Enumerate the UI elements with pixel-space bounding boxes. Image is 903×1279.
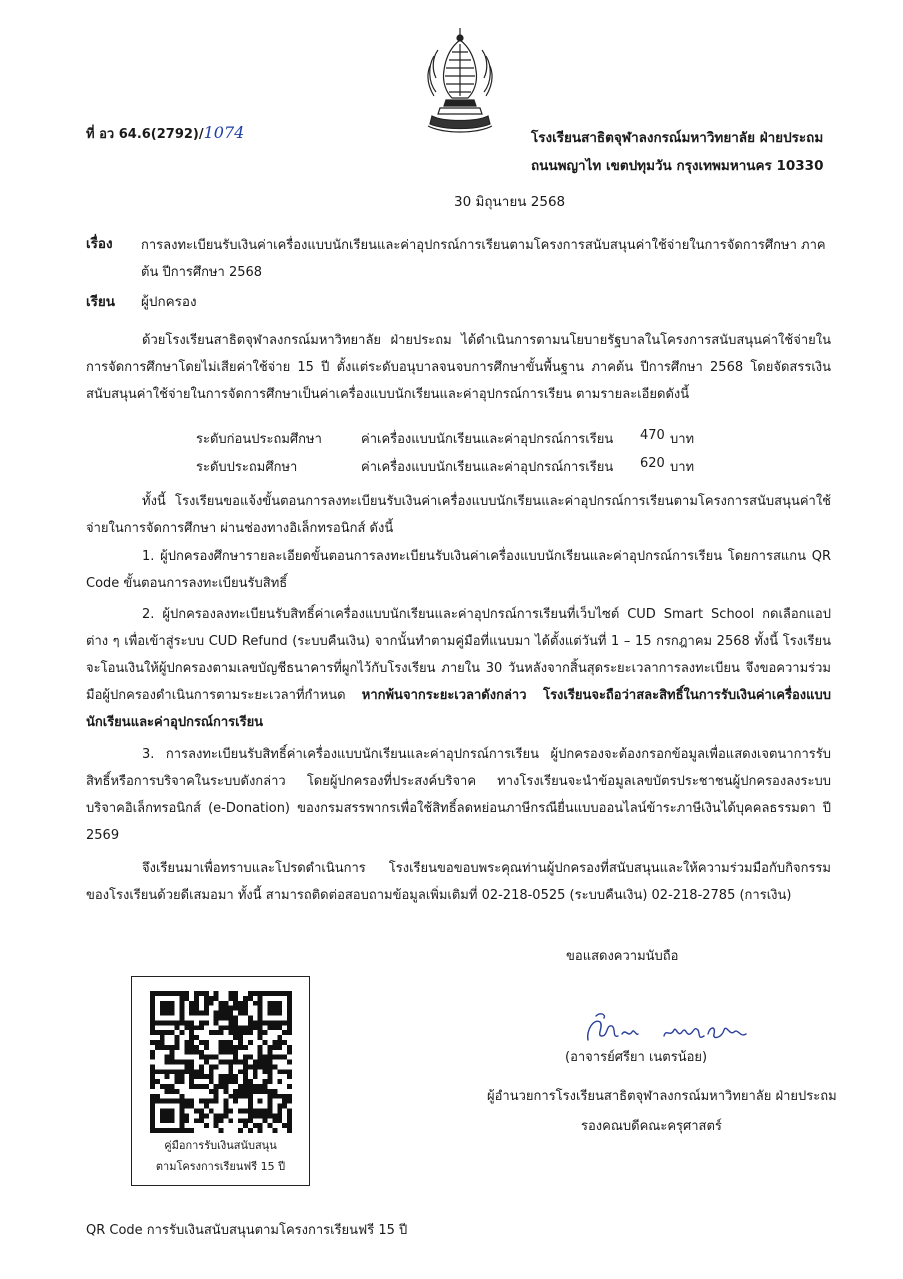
paragraph-step-1: 1. ผู้ปกครองศึกษารายละเอียดขั้นตอนการลงทะเบียนรับเงินค่าเครื่องแบบนักเรียนและค่าอุปกรณ์การเรียน โดยการสแกน QR Code ขั้นตอนการลงทะเบียนรับสิทธิ์: [86, 549, 831, 591]
subject-text: การลงทะเบียนรับเงินค่าเครื่องแบบนักเรียนและค่าอุปกรณ์การเรียนตามโครงการสนับสนุนค่าใช้จ่ายในการจัดการศึกษา ภาคต้น ปีการศึกษา 2568: [141, 238, 826, 280]
allowance-unit: บาท: [670, 432, 695, 447]
signatory-position: ผู้อำนวยการโรงเรียนสาธิตจุฬาลงกรณ์มหาวิทยาลัย ฝ่ายประถม: [487, 1089, 837, 1104]
qr-code-image[interactable]: [150, 991, 292, 1133]
document-number-label: ที่ อว 64.6(2792)/: [86, 127, 204, 142]
qr-caption-line2: ตามโครงการเรียนฟรี 15 ปี: [155, 1160, 286, 1173]
document-number: [86, 123, 244, 144]
step-2-text: 2. ผู้ปกครองลงทะเบียนรับสิทธิ์ค่าเครื่องแบบนักเรียนและค่าอุปกรณ์การเรียนที่เว็บไซต์ CUD Smart School กดเลือกแอปต่าง ๆ เพื่อเข้าสู่ระบบ CUD Refund (ระบบคืนเงิน) จากนั้นทำตามคู่มือที่แนบมา ได้ตั้งแต่วันที่ 1 – 15 กรกฎาคม 2568 ทั้งนี้ โรงเรียนจะโอนเงินให้ผู้ปกครองตามเลขบัญชีธนาคารที่ผูกไว้กับโรงเรียน ภายใน 30 วันหลังจากสิ้นสุดระยะเวลาการลงทะเบียน จึงขอความร่วมมือผู้ปกครองดำเนินการตามระยะเวลาที่กำหนด: [86, 607, 831, 703]
paragraph-closing: จึงเรียนมาเพื่อทราบและโปรดดำเนินการ โรงเรียนขอขอบพระคุณท่านผู้ปกครองที่สนับสนุนและให้ความร่วมมือกับกิจกรรมของโรงเรียนด้วยดีเสมอมา ทั้งนี้ สามารถติดต่อสอบถามข้อมูลเพิ่มเติมที่ 02-218-0525 (ระบบคืนเงิน) 02-218-2785 (การเงิน): [86, 861, 831, 903]
signatory-name: (อาจารย์ศรียา เนตรน้อย): [565, 1050, 708, 1065]
subject-label: เรื่อง: [86, 236, 113, 252]
allowance-amount: 620: [640, 456, 665, 471]
allowance-level: ระดับประถมศึกษา: [196, 460, 298, 475]
recipient-label: เรียน: [86, 294, 116, 310]
paragraph-intro: ด้วยโรงเรียนสาธิตจุฬาลงกรณ์มหาวิทยาลัย ฝ่ายประถม ได้ดำเนินการตามนโยบายรัฐบาลในโครงการสนับสนุนค่าใช้จ่ายในการจัดการศึกษาโดยไม่เสียค่าใช้จ่าย 15 ปี ตั้งแต่ระดับอนุบาลจนจบการศึกษาขั้นพื้นฐาน ภาคต้น ปีการศึกษา 2568 โดยจัดสรรเงินสนับสนุนค่าใช้จ่ายในการจัดการศึกษาเป็นค่าเครื่องแบบนักเรียนและค่าอุปกรณ์การเรียน ตามรายละเอียดดังนี้: [86, 333, 831, 402]
allowance-amount: 470: [640, 428, 665, 443]
paragraph-step-2: [86, 601, 831, 736]
allowance-item: ค่าเครื่องแบบนักเรียนและค่าอุปกรณ์การเรียน: [361, 460, 614, 475]
footer-note: QR Code การรับเงินสนับสนุนตามโครงการเรียนฟรี 15 ปี: [86, 1223, 408, 1238]
allowance-item: ค่าเครื่องแบบนักเรียนและค่าอุปกรณ์การเรียน: [361, 432, 614, 447]
organization-address: [531, 124, 823, 180]
org-address: ถนนพญาไท เขตปทุมวัน กรุงเทพมหานคร 10330: [531, 158, 824, 174]
signatory-position-2: รองคณบดีคณะครุศาสตร์: [581, 1119, 722, 1134]
org-name: โรงเรียนสาธิตจุฬาลงกรณ์มหาวิทยาลัย ฝ่ายประถม: [531, 130, 824, 146]
step-2-warning: หากพ้นจากระยะเวลาดังกล่าว โรงเรียนจะถือว่าสละสิทธิ์ในการรับเงินค่าเครื่องแบบนักเรียนและค่าอุปกรณ์การเรียน: [86, 688, 831, 730]
paragraph-steps-intro: ทั้งนี้ โรงเรียนขอแจ้งขั้นตอนการลงทะเบียนรับเงินค่าเครื่องแบบนักเรียนและค่าอุปกรณ์การเรียนตามโครงการสนับสนุนค่าใช้จ่ายในการจัดการศึกษา ผ่านช่องทางอิเล็กทรอนิกส์ ดังนี้: [86, 494, 831, 536]
allowance-level: ระดับก่อนประถมศึกษา: [196, 432, 322, 447]
allowance-unit: บาท: [670, 460, 695, 475]
document-number-handwritten: 1074: [203, 123, 245, 142]
letter-date: 30 มิถุนายน 2568: [454, 194, 566, 210]
handwritten-signature: [582, 1010, 762, 1050]
recipient-text: ผู้ปกครอง: [141, 294, 197, 310]
chula-crest-logo: [424, 26, 496, 138]
closing-phrase: ขอแสดงความนับถือ: [566, 949, 679, 964]
paragraph-step-3: 3. การลงทะเบียนรับสิทธิ์ค่าเครื่องแบบนักเรียนและค่าอุปกรณ์การเรียน ผู้ปกครองจะต้องกรอกข้อมูลเพื่อแสดงเจตนาการรับสิทธิ์หรือการบริจาคในระบบดังกล่าว โดยผู้ปกครองที่ประสงค์บริจาค ทางโรงเรียนจะนำข้อมูลเลขบัตรประชาชนผู้ปกครองลงระบบบริจาคอิเล็กทรอนิกส์ (e-Donation) ของกรมสรรพากรเพื่อใช้สิทธิ์ลดหย่อนภาษีกรณียื่นแบบออนไลน์ข้าระภาษีเงินได้บุคคลธรรมดา ปี 2569: [86, 747, 831, 843]
qr-code-box: [131, 976, 310, 1186]
qr-caption-line1: คู่มือการรับเงินสนับสนุน: [164, 1139, 277, 1152]
